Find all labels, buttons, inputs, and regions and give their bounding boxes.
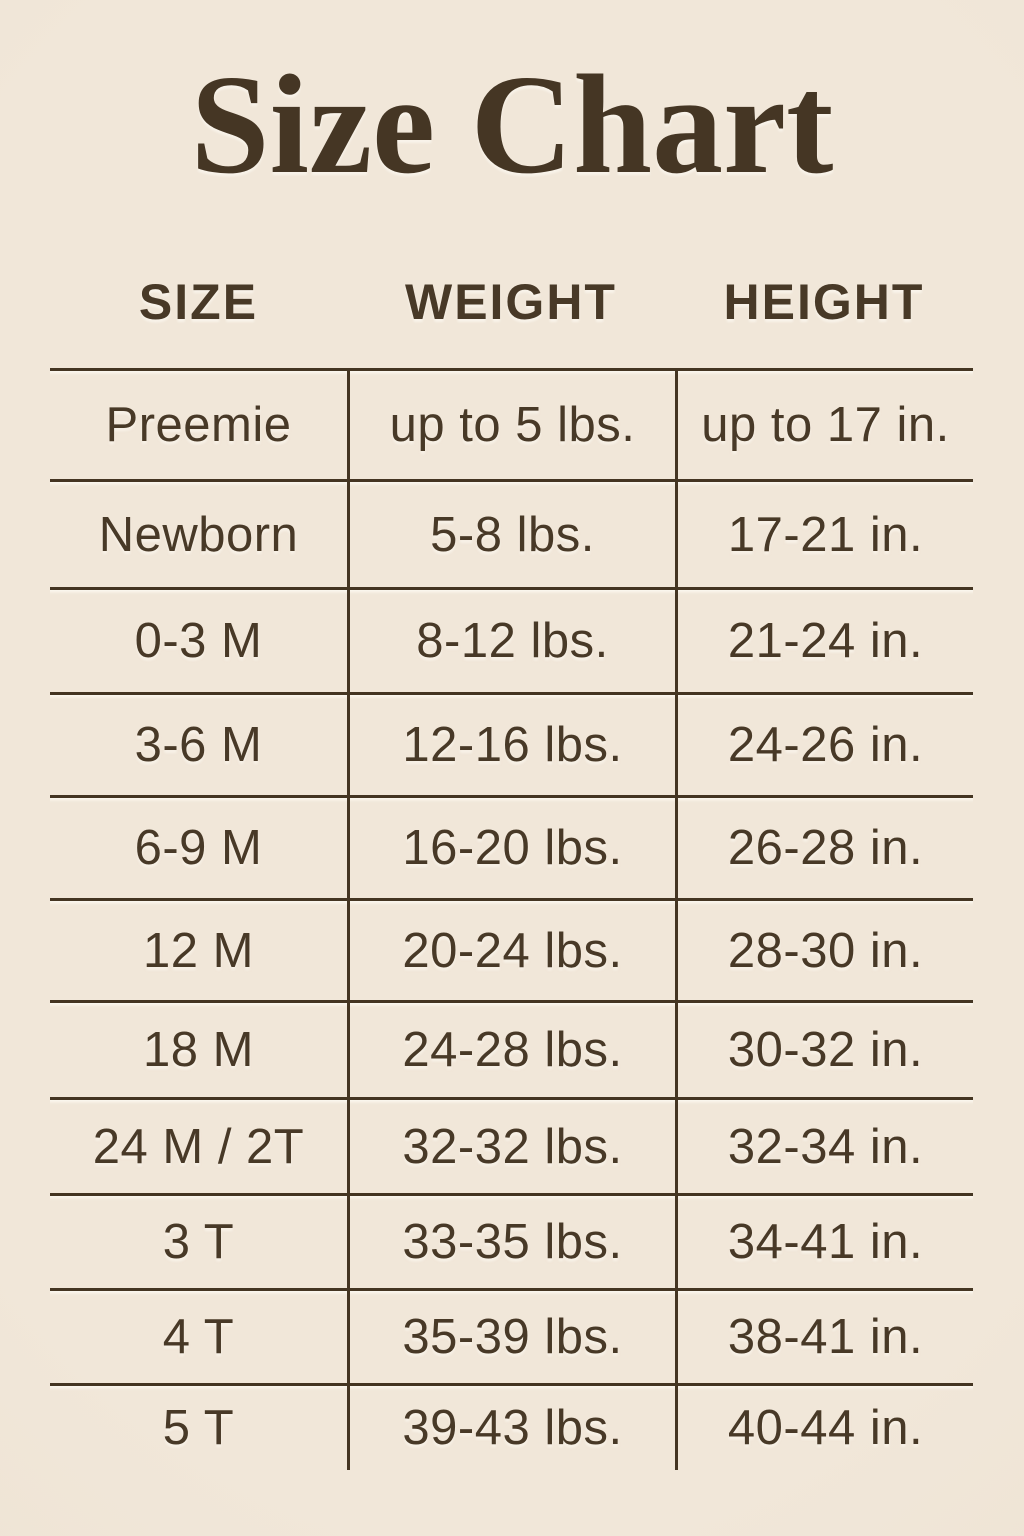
table-row <box>50 692 973 795</box>
table-row <box>50 1383 973 1470</box>
page-title: Size Chart <box>190 45 834 203</box>
table-cell: 24-26 in. <box>675 695 973 795</box>
table-row <box>50 1288 973 1383</box>
table-cell: 38-41 in. <box>675 1291 973 1383</box>
table-cell: 5-8 lbs. <box>347 482 675 587</box>
table-header-row <box>50 266 973 338</box>
column-header-height: HEIGHT <box>723 274 925 330</box>
table-cell: 40-44 in. <box>675 1386 973 1470</box>
table-cell: 26-28 in. <box>675 798 973 898</box>
table-row <box>50 1193 973 1288</box>
table-cell: 3-6 M <box>134 718 263 772</box>
table-cell: 6-9 M <box>134 821 263 875</box>
table-row <box>50 1097 973 1193</box>
table-cell: up to 5 lbs. <box>347 371 675 479</box>
table-cell: 24-28 lbs. <box>347 1003 675 1097</box>
table-cell: up to 17 in. <box>675 371 973 479</box>
table-cell: 5 T <box>162 1401 235 1455</box>
column-header-weight: WEIGHT <box>405 274 617 330</box>
table-cell: 32-32 lbs. <box>347 1100 675 1193</box>
table-cell: 30-32 in. <box>675 1003 973 1097</box>
table-cell: 18 M <box>143 1023 254 1077</box>
table-cell: Newborn <box>98 507 299 562</box>
table-cell: 0-3 M <box>134 614 263 668</box>
table-row <box>50 368 973 479</box>
table-cell: 3 T <box>162 1215 235 1269</box>
size-table-body <box>50 368 973 1470</box>
table-cell: 17-21 in. <box>675 482 973 587</box>
table-cell: 28-30 in. <box>675 901 973 1000</box>
table-cell: 33-35 lbs. <box>347 1196 675 1288</box>
table-cell: 34-41 in. <box>675 1196 973 1288</box>
table-cell: 8-12 lbs. <box>347 590 675 692</box>
table-cell: 24 M / 2T <box>92 1119 305 1174</box>
table-cell: 20-24 lbs. <box>347 901 675 1000</box>
table-cell: 35-39 lbs. <box>347 1291 675 1383</box>
table-cell: 21-24 in. <box>675 590 973 692</box>
table-cell: 39-43 lbs. <box>347 1386 675 1470</box>
table-cell: 12 M <box>143 923 254 978</box>
table-cell: 12-16 lbs. <box>347 695 675 795</box>
table-row <box>50 587 973 692</box>
table-cell: Preemie <box>105 398 292 452</box>
table-cell: 4 T <box>162 1310 235 1364</box>
table-cell: 16-20 lbs. <box>347 798 675 898</box>
table-row <box>50 479 973 587</box>
table-cell: 32-34 in. <box>675 1100 973 1193</box>
table-row <box>50 1000 973 1097</box>
column-header-size: SIZE <box>138 274 259 330</box>
table-row <box>50 795 973 898</box>
table-row <box>50 898 973 1000</box>
